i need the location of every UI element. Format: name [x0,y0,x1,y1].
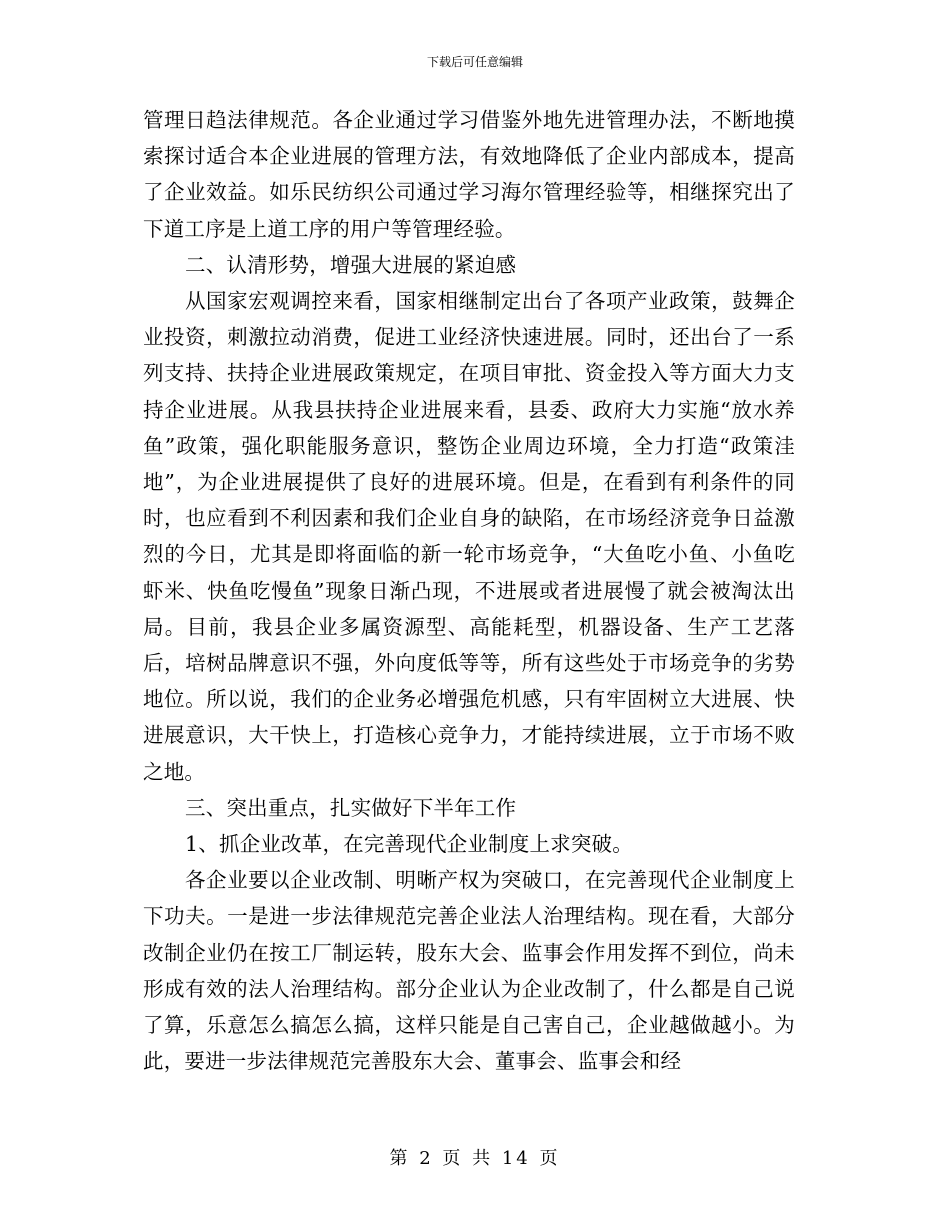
paragraph-situation: 从国家宏观调控来看，国家相继制定出台了各项产业政策，鼓舞企业投资，刺激拉动消费，促进工业经济快速进展。同时，还出台了一系列支持、扶持企业进展政策规定，在项目审批、资金投入等方面大力支持企业进展。从我县扶持企业进展来看，县委、政府大力实施“放水养鱼”政策，强化职能服务意识，整饬企业周边环境，全力打造“政策洼地”，为企业进展提供了良好的进展环境。但是，在看到有利条件的同时，也应看到不利因素和我们企业自身的缺陷，在市场经济竞争日益激烈的今日，尤其是即将面临的新一轮市场竞争，“大鱼吃小鱼、小鱼吃虾米、快鱼吃慢鱼”现象日渐凸现，不进展或者进展慢了就会被淘汰出局。目前，我县企业多属资源型、高能耗型，机器设备、生产工艺落后，培树品牌意识不强，外向度低等等，所有这些处于市场竞争的劣势地位。所以说，我们的企业务必增强危机感，只有牢固树立大进展、快进展意识，大干快上，打造核心竞争力，才能持续进展，立于市场不败之地。 [143,289,795,784]
section-heading-2: 二、认清形势，增强大进展的紧迫感 [185,252,517,277]
subheading-1: 1、抓企业改革，在完善现代企业制度上求突破。 [185,832,633,857]
header-note: 下载后可任意编辑 [426,55,523,69]
paragraph-continuation: 管理日趋法律规范。各企业通过学习借鉴外地先进管理办法，不断地摸索探讨适合本企业进展的管理方法，有效地降低了企业内部成本，提高了企业效益。如乐民纺织公司通过学习海尔管理经验等，相继探究出了下道工序是上道工序的用户等管理经验。 [143,108,795,241]
page-footer [0,1148,950,1170]
page-number: 第 2 页 共 14 页 [389,1148,561,1169]
section-heading-3: 三、突出重点，扎实做好下半年工作 [185,795,517,820]
page-header [0,55,950,69]
document-body [143,102,795,1079]
paragraph-reform: 各企业要以企业改制、明晰产权为突破口，在完善现代企业制度上下功夫。一是进一步法律规范完善企业法人治理结构。现在看，大部分改制企业仍在按工厂制运转，股东大会、监事会作用发挥不到位，尚未形成有效的法人治理结构。部分企业认为企业改制了，什么都是自己说了算，乐意怎么搞怎么搞，这样只能是自己害自己，企业越做越小。为此，要进一步法律规范完善股东大会、董事会、监事会和经 [143,868,795,1074]
